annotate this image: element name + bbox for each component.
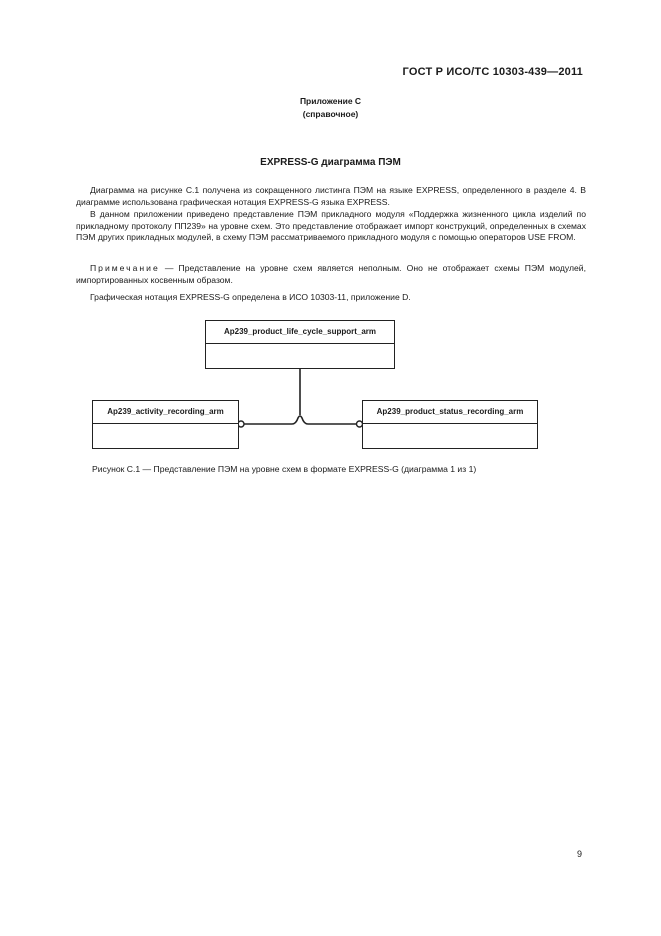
note-text: — Представление на уровне схем является неполным. Оно не отображает схемы ПЭМ модулей, импортированных косвенным образом. (76, 263, 586, 285)
junction-curve (292, 416, 308, 424)
schema-name-left: Ap239_activity_recording_arm (93, 401, 238, 424)
schema-name-top: Ap239_product_life_cycle_support_arm (206, 321, 394, 344)
document-code: ГОСТ Р ИСО/ТС 10303-439—2011 (402, 66, 583, 78)
schema-box-product-life-cycle (205, 320, 395, 369)
schema-name-right: Ap239_product_status_recording_arm (363, 401, 537, 424)
schema-box-product-status-recording (362, 400, 538, 449)
page-number: 9 (576, 849, 582, 859)
figure-caption: Рисунок С.1 — Представление ПЭМ на уровне схем в формате EXPRESS-G (диаграмма 1 из 1) (92, 464, 477, 474)
paragraph-1: Диаграмма на рисунке С.1 получена из сокращенного листинга ПЭМ на языке EXPRESS, определенного в разделе 4. В диаграмме использована графическая нотация EXPRESS-G языка EXPRESS. (76, 185, 586, 207)
appendix-title: Приложение С (299, 96, 362, 106)
paragraph-2: В данном приложении приведено представление ПЭМ прикладного модуля «Поддержка жизненного цикла изделий по прикладному протоколу ПП239» на уровне схем. Это представление отображает импорт конструкций, определенных в схемах ПЭМ других прикладных модулей, в схему ПЭМ рассматриваемого прикладного модуля с помощью операторов USE FROM. (76, 209, 586, 242)
note-label: Примечание (90, 263, 160, 273)
schema-box-activity-recording (92, 400, 239, 449)
paragraph-4: Графическая нотация EXPRESS-G определена в ИСО 10303-11, приложение D. (90, 292, 411, 302)
section-title: EXPRESS-G диаграмма ПЭМ (260, 157, 401, 168)
appendix-status: (справочное) (302, 109, 359, 119)
